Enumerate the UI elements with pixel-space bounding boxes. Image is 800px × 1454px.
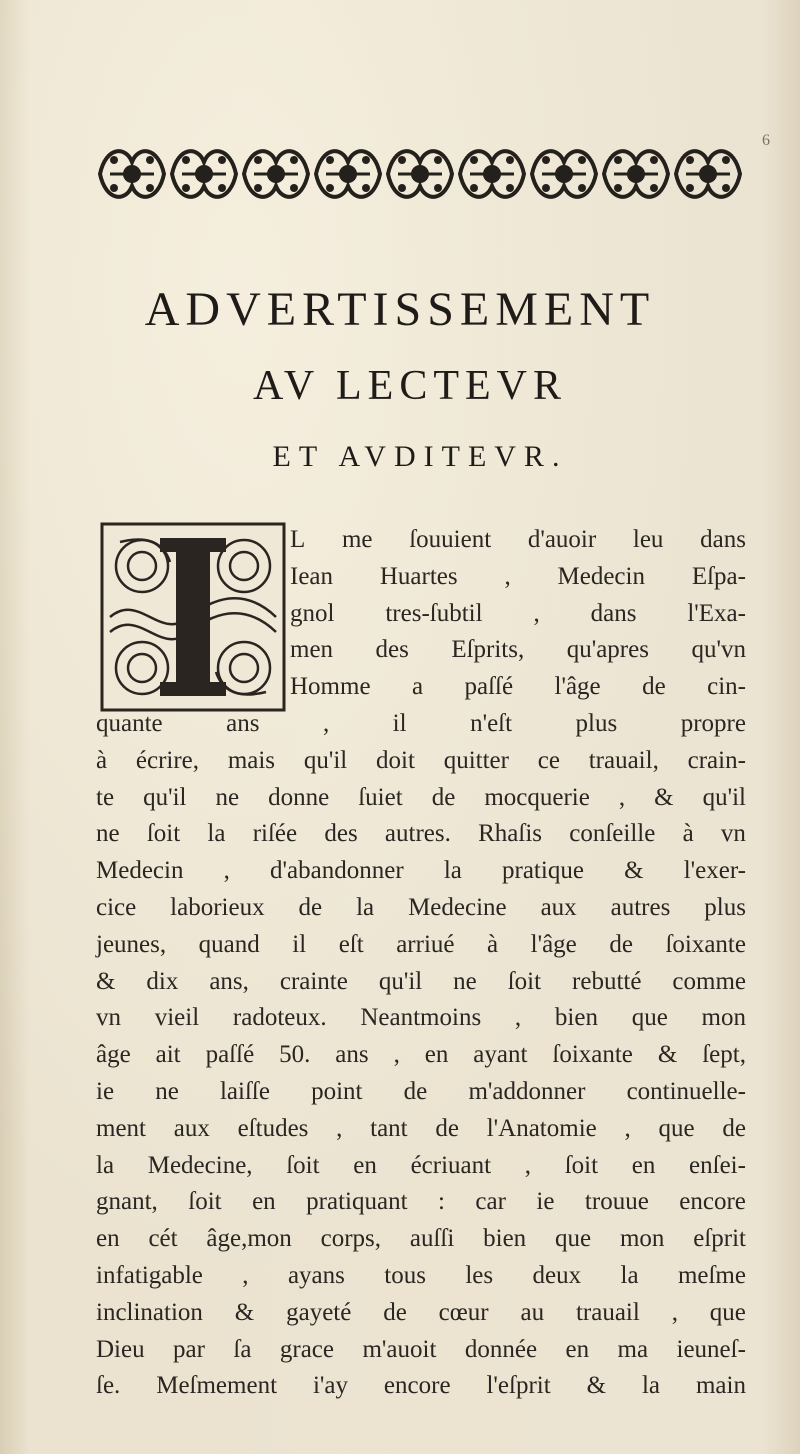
- text-line: à écrire, mais qu'il doit quitter ce trauail, crain-: [96, 746, 746, 774]
- text-line: infatigable , ayans tous les deux la meſme: [96, 1261, 746, 1289]
- text-line: ne ſoit la riſée des autres. Rhaſis conſeille à vn: [96, 820, 746, 848]
- text-line: ie ne laiſſe point de m'addonner continuelle-: [96, 1077, 746, 1105]
- drop-cap-letter: I: [192, 642, 194, 643]
- text-line: inclination & gayeté de cœur au trauail , que: [96, 1298, 746, 1326]
- text-line: te qu'il ne donne ſuiet de mocquerie , & qu'il: [96, 783, 746, 811]
- text-line: gnant, ſoit en pratiquant : car ie trouue encore: [96, 1188, 746, 1216]
- text-line: ſe. Meſmement i'ay encore l'eſprit & la main: [96, 1372, 746, 1400]
- text-line: ment aux eſtudes , tant de l'Anatomie , que de: [96, 1114, 746, 1142]
- text-line: vn vieil radoteux. Neantmoins , bien que mon: [96, 1004, 746, 1032]
- text-line: Dieu par ſa grace m'auoit donnée en ma ieuneſ-: [96, 1335, 746, 1363]
- text-line: jeunes, quand il eſt arriué à l'âge de ſoixante: [96, 930, 746, 958]
- text-line: âge ait paſſé 50. ans , en ayant ſoixante & ſept,: [96, 1041, 746, 1069]
- body-paragraph: [96, 522, 746, 1405]
- text-line: la Medecine, ſoit en écriuant , ſoit en enſei-: [96, 1151, 746, 1179]
- text-line: quante ans , il n'eſt plus propre: [96, 709, 746, 737]
- text-line: gnol tres-ſubtil , dans l'Exa-: [290, 599, 746, 627]
- page-subtitle-2: ET AVDITEVR.: [272, 440, 568, 473]
- text-line: men des Eſprits, qu'apres qu'vn: [290, 636, 746, 664]
- page-title: ADVERTISSEMENT: [144, 283, 656, 336]
- text-line: Homme a paſſé l'âge de cin-: [290, 673, 746, 701]
- text-line: en cét âge,mon corps, auſſi bien que mon eſprit: [96, 1225, 746, 1253]
- page-subtitle: AV LECTEVR: [253, 363, 567, 409]
- text-line: cice laborieux de la Medecine aux autres plus: [96, 893, 746, 921]
- page-number-mark: 6: [762, 132, 770, 149]
- text-line: & dix ans, crainte qu'il ne ſoit rebutté comme: [96, 967, 746, 995]
- text-line: L me ſouuient d'auoir leu dans: [290, 526, 746, 553]
- text-line: Medecin , d'abandonner la pratique & l'exer-: [96, 857, 746, 885]
- text-line: Iean Huartes , Medecin Eſpa-: [290, 562, 746, 590]
- floral-ornament-icon: [96, 140, 744, 208]
